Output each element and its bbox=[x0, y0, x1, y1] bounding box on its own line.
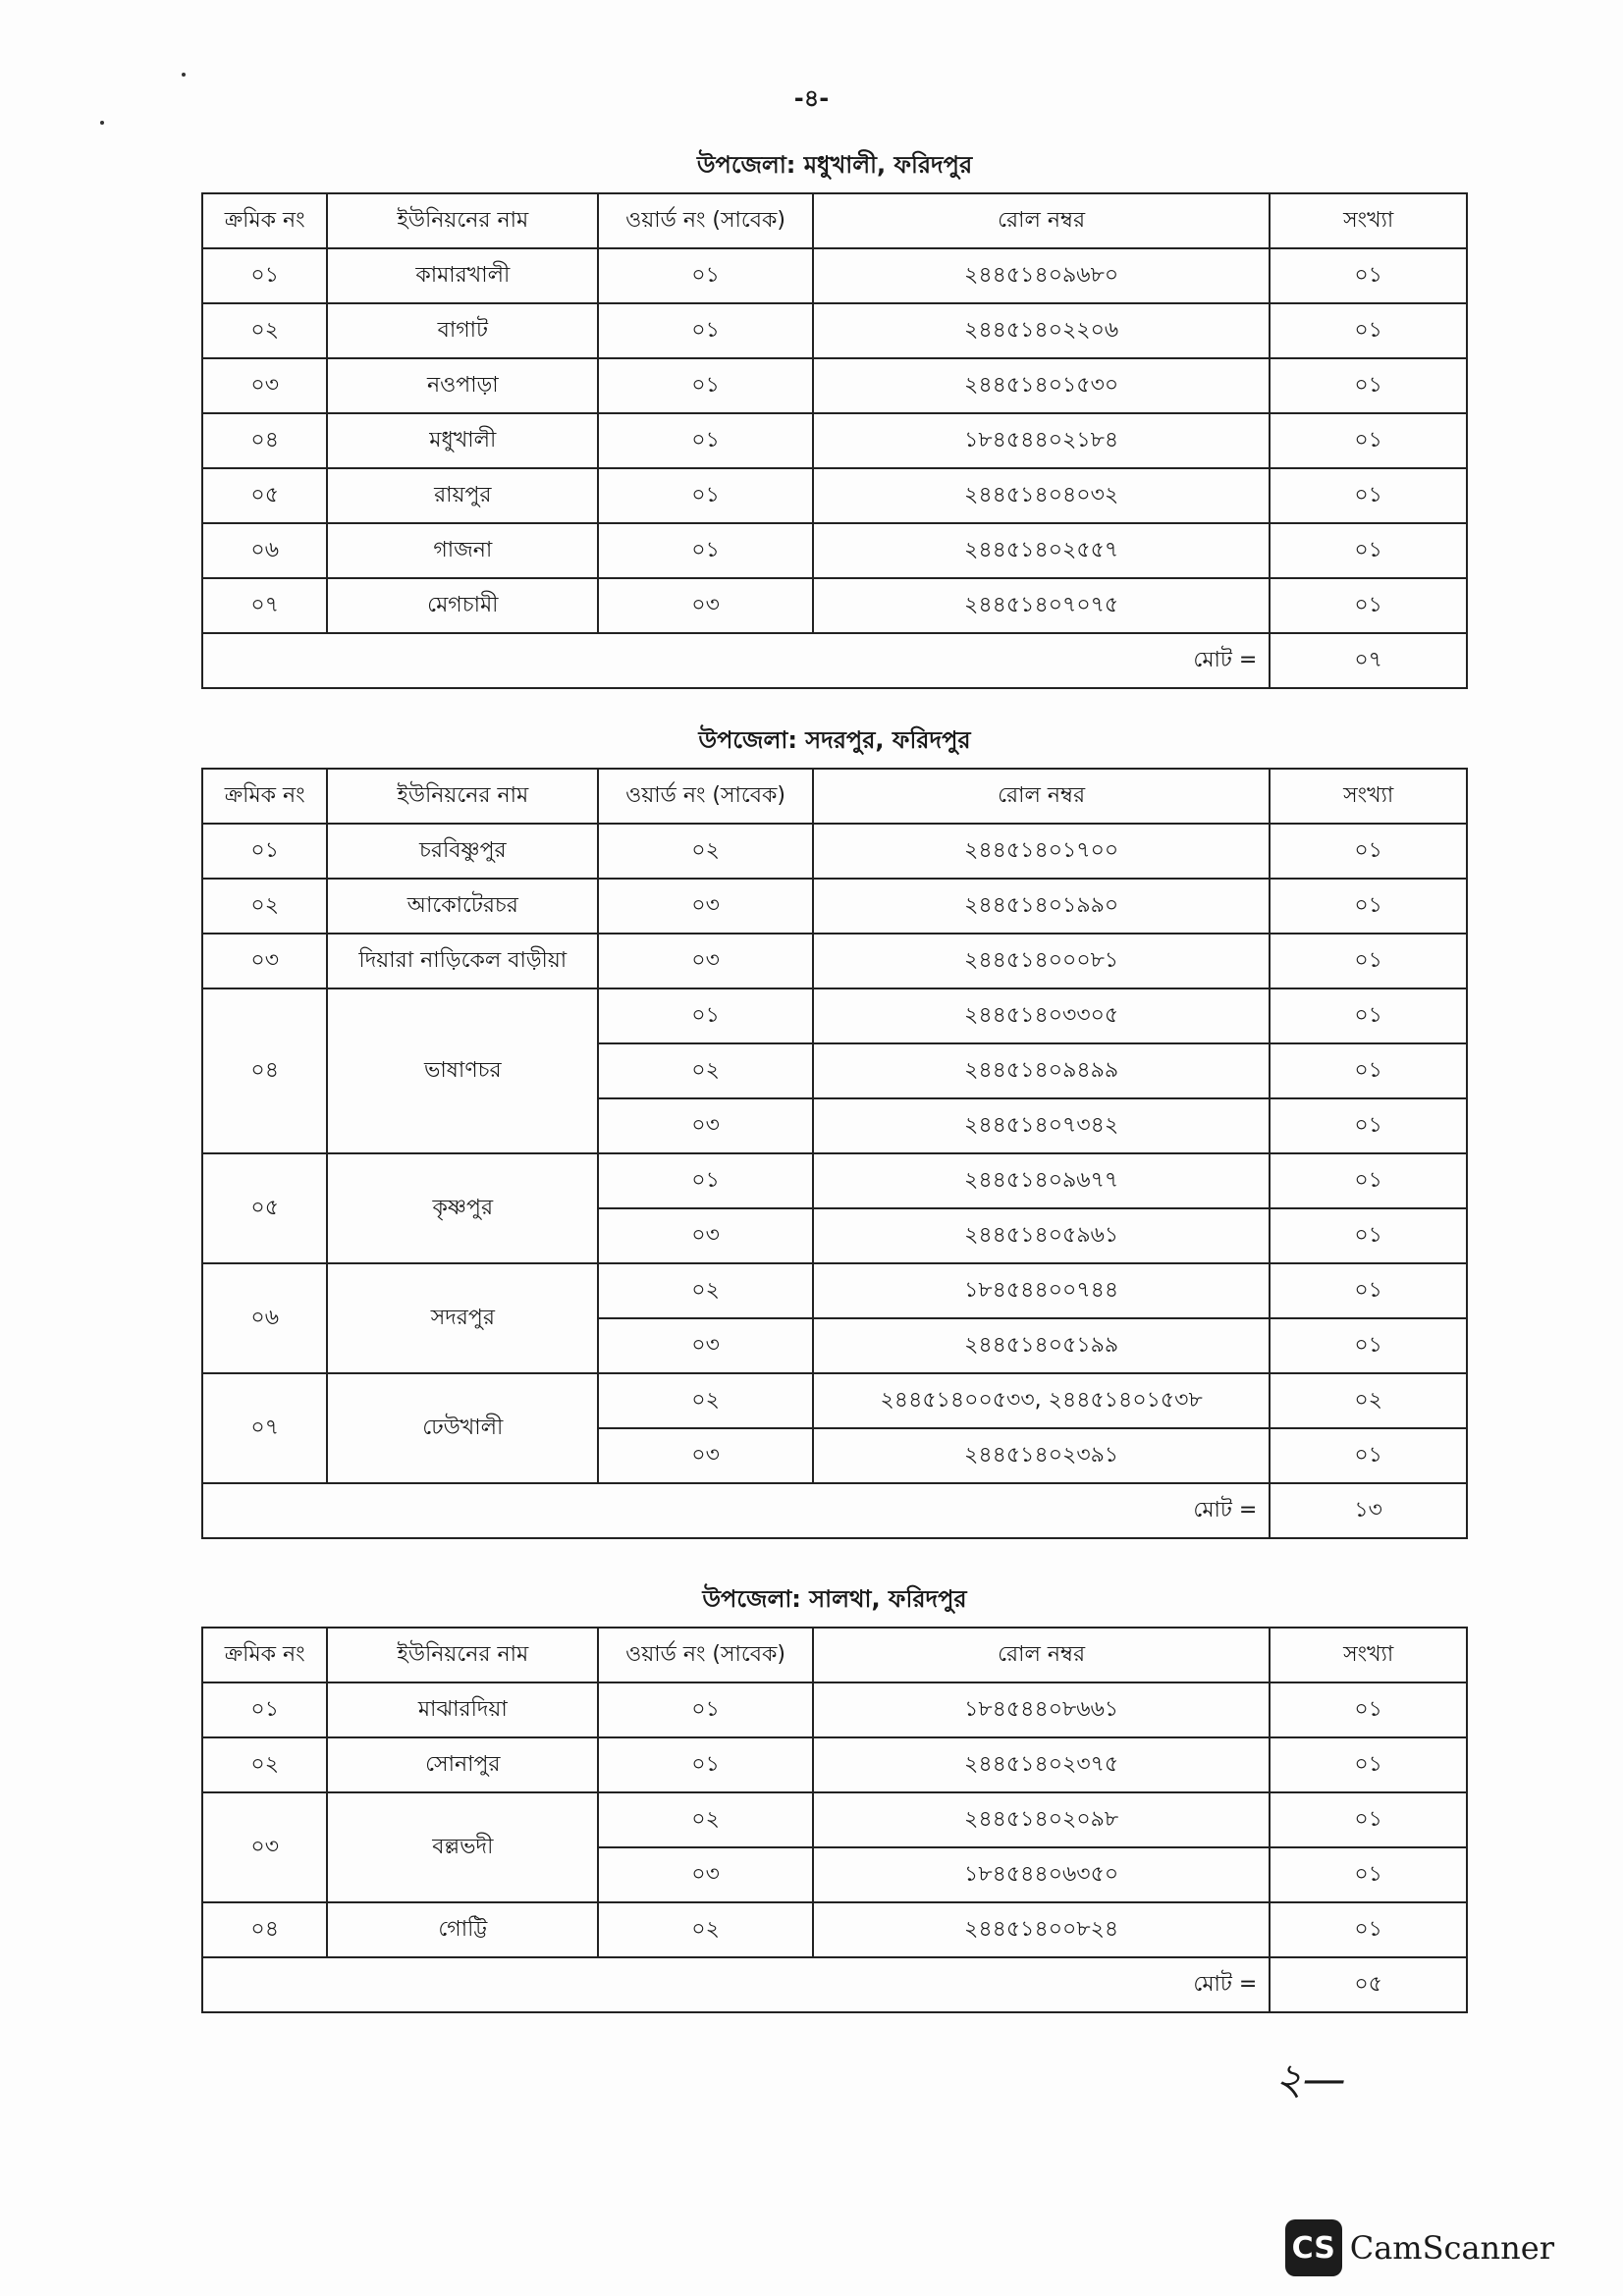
serial-cell: ০২ bbox=[202, 1737, 327, 1792]
ward-cell: ০২ bbox=[598, 1902, 813, 1957]
header-row bbox=[202, 769, 1467, 824]
table-row bbox=[202, 303, 1467, 358]
ward-cell: ০১ bbox=[598, 523, 813, 578]
roll-number-cell: ২৪৪৫১৪০৭০৭৫ bbox=[813, 578, 1270, 633]
count-cell: ০১ bbox=[1270, 578, 1467, 633]
serial-cell: ০১ bbox=[202, 248, 327, 303]
serial-cell: ০৪ bbox=[202, 1902, 327, 1957]
serial-cell: ০২ bbox=[202, 879, 327, 934]
total-row bbox=[202, 1483, 1467, 1538]
table-row bbox=[202, 1153, 1467, 1208]
roll-number-cell: ২৪৪৫১৪০৯৬৮০ bbox=[813, 248, 1270, 303]
serial-cell: ০১ bbox=[202, 1682, 327, 1737]
ward-cell: ০৩ bbox=[598, 1847, 813, 1902]
count-cell: ০১ bbox=[1270, 523, 1467, 578]
table-row bbox=[202, 988, 1467, 1043]
section-title: উপজেলা: সালথা, ফরিদপুর bbox=[702, 1585, 967, 1613]
ward-cell: ০৩ bbox=[598, 1318, 813, 1373]
camscanner-logo-icon: CS bbox=[1285, 2219, 1342, 2276]
count-cell: ০১ bbox=[1270, 934, 1467, 988]
roll-number-cell: ২৪৪৫১৪০২২০৬ bbox=[813, 303, 1270, 358]
total-value: ১৩ bbox=[1270, 1483, 1467, 1538]
ward-cell: ০৩ bbox=[598, 578, 813, 633]
total-label: মোট = bbox=[202, 633, 1270, 688]
roll-number-cell: ২৪৪৫১৪০৯৬৭৭ bbox=[813, 1153, 1270, 1208]
ward-cell: ০৩ bbox=[598, 1098, 813, 1153]
union-name-cell: আকোটেরচর bbox=[327, 879, 598, 934]
count-cell: ০১ bbox=[1270, 1318, 1467, 1373]
count-cell: ০১ bbox=[1270, 1737, 1467, 1792]
serial-cell: ০৫ bbox=[202, 468, 327, 523]
table-row bbox=[202, 879, 1467, 934]
union-name-cell: মেগচামী bbox=[327, 578, 598, 633]
union-name-cell: বাগাট bbox=[327, 303, 598, 358]
table-row bbox=[202, 1902, 1467, 1957]
table-row bbox=[202, 824, 1467, 879]
table-row bbox=[202, 1682, 1467, 1737]
roll-number-cell: ২৪৪৫১৪০৩৩০৫ bbox=[813, 988, 1270, 1043]
column-header: ক্রমিক নং bbox=[202, 1628, 327, 1682]
count-cell: ০১ bbox=[1270, 988, 1467, 1043]
column-header: সংখ্যা bbox=[1270, 193, 1467, 248]
roll-number-cell: ২৪৪৫১৪০৭৩৪২ bbox=[813, 1098, 1270, 1153]
roll-number-cell: ২৪৪৫১৪০৪০৩২ bbox=[813, 468, 1270, 523]
table-row bbox=[202, 468, 1467, 523]
camscanner-text: CamScanner bbox=[1349, 2229, 1554, 2267]
ward-cell: ০৩ bbox=[598, 1208, 813, 1263]
table-row bbox=[202, 523, 1467, 578]
table-row bbox=[202, 413, 1467, 468]
scan-speck bbox=[182, 73, 186, 77]
serial-cell: ০৬ bbox=[202, 1263, 327, 1373]
table-row bbox=[202, 1263, 1467, 1318]
camscanner-watermark bbox=[1285, 2219, 1554, 2276]
column-header: রোল নম্বর bbox=[813, 193, 1270, 248]
roll-number-cell: ২৪৪৫১৪০১৫৩০ bbox=[813, 358, 1270, 413]
data-table bbox=[201, 768, 1468, 1539]
roll-number-cell: ২৪৪৫১৪০২৩৯১ bbox=[813, 1428, 1270, 1483]
serial-cell: ০৪ bbox=[202, 413, 327, 468]
union-name-cell: মাঝারদিয়া bbox=[327, 1682, 598, 1737]
union-name-cell: ঢেউখালী bbox=[327, 1373, 598, 1483]
ward-cell: ০১ bbox=[598, 358, 813, 413]
total-row bbox=[202, 633, 1467, 688]
section-title: উপজেলা: সদরপুর, ফরিদপুর bbox=[698, 726, 971, 754]
ward-cell: ০২ bbox=[598, 1043, 813, 1098]
page-number: -৪- bbox=[793, 84, 830, 112]
table-row bbox=[202, 1737, 1467, 1792]
count-cell: ০১ bbox=[1270, 1263, 1467, 1318]
section-madhukhali bbox=[201, 147, 1468, 689]
count-cell: ০১ bbox=[1270, 824, 1467, 879]
serial-cell: ০২ bbox=[202, 303, 327, 358]
ward-cell: ০১ bbox=[598, 988, 813, 1043]
count-cell: ০১ bbox=[1270, 303, 1467, 358]
column-header: ইউনিয়নের নাম bbox=[327, 1628, 598, 1682]
ward-cell: ০১ bbox=[598, 248, 813, 303]
roll-number-cell: ১৮৪৫৪৪০০৭৪৪ bbox=[813, 1263, 1270, 1318]
ward-cell: ০১ bbox=[598, 1153, 813, 1208]
ward-cell: ০৩ bbox=[598, 1428, 813, 1483]
serial-cell: ০৩ bbox=[202, 934, 327, 988]
count-cell: ০১ bbox=[1270, 1902, 1467, 1957]
ward-cell: ০২ bbox=[598, 1263, 813, 1318]
roll-number-cell: ১৮৪৫৪৪০২১৮৪ bbox=[813, 413, 1270, 468]
union-name-cell: চরবিষ্ণুপুর bbox=[327, 824, 598, 879]
ward-cell: ০২ bbox=[598, 824, 813, 879]
union-name-cell: গোট্টি bbox=[327, 1902, 598, 1957]
roll-number-cell: ২৪৪৫১৪০০৫৩৩, ২৪৪৫১৪০১৫৩৮ bbox=[813, 1373, 1270, 1428]
count-cell: ০১ bbox=[1270, 468, 1467, 523]
serial-cell: ০১ bbox=[202, 824, 327, 879]
column-header: ওয়ার্ড নং (সাবেক) bbox=[598, 769, 813, 824]
roll-number-cell: ২৪৪৫১৪০০০৮১ bbox=[813, 934, 1270, 988]
column-header: ওয়ার্ড নং (সাবেক) bbox=[598, 193, 813, 248]
count-cell: ০১ bbox=[1270, 413, 1467, 468]
ward-cell: ০২ bbox=[598, 1373, 813, 1428]
scan-speck bbox=[100, 121, 104, 125]
serial-cell: ০৬ bbox=[202, 523, 327, 578]
union-name-cell: নওপাড়া bbox=[327, 358, 598, 413]
union-name-cell: কামারখালী bbox=[327, 248, 598, 303]
table-row bbox=[202, 1373, 1467, 1428]
section-title: উপজেলা: মধুখালী, ফরিদপুর bbox=[696, 151, 973, 179]
count-cell: ০১ bbox=[1270, 248, 1467, 303]
ward-cell: ০১ bbox=[598, 1682, 813, 1737]
roll-number-cell: ২৪৪৫১৪০২৫৫৭ bbox=[813, 523, 1270, 578]
column-header: ওয়ার্ড নং (সাবেক) bbox=[598, 1628, 813, 1682]
union-name-cell: কৃষ্ণপুর bbox=[327, 1153, 598, 1263]
count-cell: ০১ bbox=[1270, 1792, 1467, 1847]
ward-cell: ০১ bbox=[598, 468, 813, 523]
total-label: মোট = bbox=[202, 1483, 1270, 1538]
roll-number-cell: ২৪৪৫১৪০২৩৭৫ bbox=[813, 1737, 1270, 1792]
union-name-cell: মধুখালী bbox=[327, 413, 598, 468]
count-cell: ০১ bbox=[1270, 1682, 1467, 1737]
table-row bbox=[202, 358, 1467, 413]
count-cell: ০১ bbox=[1270, 1428, 1467, 1483]
column-header: সংখ্যা bbox=[1270, 1628, 1467, 1682]
serial-cell: ০৭ bbox=[202, 578, 327, 633]
roll-number-cell: ২৪৪৫১৪০১৯৯০ bbox=[813, 879, 1270, 934]
column-header: সংখ্যা bbox=[1270, 769, 1467, 824]
ward-cell: ০১ bbox=[598, 1737, 813, 1792]
table-row bbox=[202, 934, 1467, 988]
roll-number-cell: ১৮৪৫৪৪০৬৩৫০ bbox=[813, 1847, 1270, 1902]
roll-number-cell: ২৪৪৫১৪০০৮২৪ bbox=[813, 1902, 1270, 1957]
column-header: ইউনিয়নের নাম bbox=[327, 193, 598, 248]
total-value: ০৭ bbox=[1270, 633, 1467, 688]
count-cell: ০১ bbox=[1270, 358, 1467, 413]
count-cell: ০১ bbox=[1270, 1847, 1467, 1902]
union-name-cell: বল্লভদী bbox=[327, 1792, 598, 1902]
union-name-cell: রায়পুর bbox=[327, 468, 598, 523]
table-row bbox=[202, 578, 1467, 633]
column-header: ক্রমিক নং bbox=[202, 193, 327, 248]
section-saltha bbox=[201, 1581, 1468, 2013]
serial-cell: ০৩ bbox=[202, 358, 327, 413]
total-label: মোট = bbox=[202, 1957, 1270, 2012]
union-name-cell: সদরপুর bbox=[327, 1263, 598, 1373]
serial-cell: ০৭ bbox=[202, 1373, 327, 1483]
column-header: রোল নম্বর bbox=[813, 1628, 1270, 1682]
ward-cell: ০৩ bbox=[598, 934, 813, 988]
column-header: রোল নম্বর bbox=[813, 769, 1270, 824]
union-name-cell: গাজনা bbox=[327, 523, 598, 578]
serial-cell: ০৩ bbox=[202, 1792, 327, 1902]
roll-number-cell: ২৪৪৫১৪০৫১৯৯ bbox=[813, 1318, 1270, 1373]
data-table bbox=[201, 192, 1468, 689]
section-sadarpur bbox=[201, 722, 1468, 1539]
roll-number-cell: ২৪৪৫১৪০১৭০০ bbox=[813, 824, 1270, 879]
total-value: ০৫ bbox=[1270, 1957, 1467, 2012]
union-name-cell: ভাষাণচর bbox=[327, 988, 598, 1153]
count-cell: ০২ bbox=[1270, 1373, 1467, 1428]
header-row bbox=[202, 1628, 1467, 1682]
signature: ২— bbox=[1274, 2055, 1346, 2105]
roll-number-cell: ২৪৪৫১৪০২০৯৮ bbox=[813, 1792, 1270, 1847]
column-header: ক্রমিক নং bbox=[202, 769, 327, 824]
count-cell: ০১ bbox=[1270, 1153, 1467, 1208]
roll-number-cell: ২৪৪৫১৪০৯৪৯৯ bbox=[813, 1043, 1270, 1098]
ward-cell: ০১ bbox=[598, 413, 813, 468]
roll-number-cell: ১৮৪৫৪৪০৮৬৬১ bbox=[813, 1682, 1270, 1737]
count-cell: ০১ bbox=[1270, 1043, 1467, 1098]
table-row bbox=[202, 248, 1467, 303]
serial-cell: ০৪ bbox=[202, 988, 327, 1153]
serial-cell: ০৫ bbox=[202, 1153, 327, 1263]
table-row bbox=[202, 1792, 1467, 1847]
roll-number-cell: ২৪৪৫১৪০৫৯৬১ bbox=[813, 1208, 1270, 1263]
ward-cell: ০৩ bbox=[598, 879, 813, 934]
count-cell: ০১ bbox=[1270, 879, 1467, 934]
union-name-cell: দিয়ারা নাড়িকেল বাড়ীয়া bbox=[327, 934, 598, 988]
column-header: ইউনিয়নের নাম bbox=[327, 769, 598, 824]
count-cell: ০১ bbox=[1270, 1098, 1467, 1153]
count-cell: ০১ bbox=[1270, 1208, 1467, 1263]
ward-cell: ০১ bbox=[598, 303, 813, 358]
union-name-cell: সোনাপুর bbox=[327, 1737, 598, 1792]
ward-cell: ০২ bbox=[598, 1792, 813, 1847]
header-row bbox=[202, 193, 1467, 248]
total-row bbox=[202, 1957, 1467, 2012]
data-table bbox=[201, 1627, 1468, 2013]
